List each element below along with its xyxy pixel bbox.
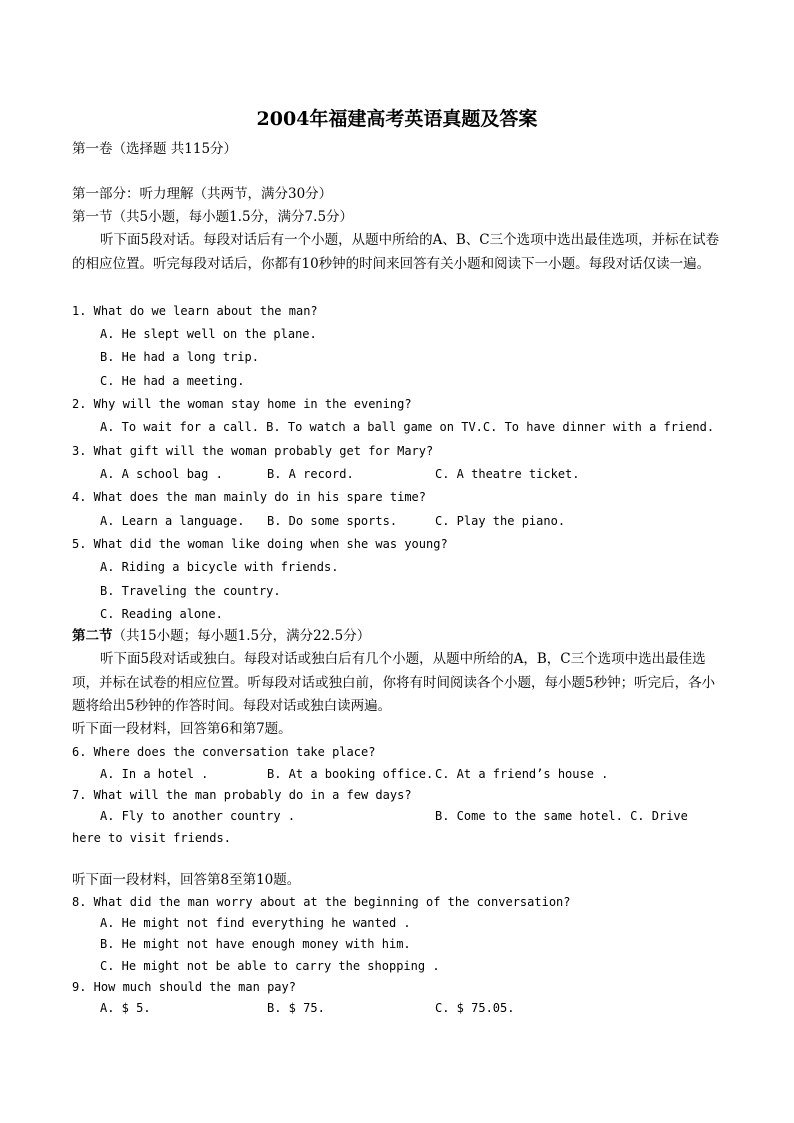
material-6-7: 听下面一段材料，回答第6和第7题。	[72, 721, 292, 737]
q3-option-c: C. A theatre ticket.	[435, 467, 580, 481]
question-2: 2. Why will the woman stay home in the evening?	[72, 397, 412, 411]
q5-option-a: A. Riding a bicycle with friends.	[100, 560, 339, 574]
question-7: 7. What will the man probably do in a few days?	[72, 788, 412, 802]
q8-option-c: C. He might not be able to carry the shopping .	[100, 959, 440, 973]
q1-option-b: B. He had a long trip.	[100, 350, 259, 364]
q9-option-a: A. $ 5.	[100, 1001, 151, 1015]
section1-instructions: 听下面5段对话。每段对话后有一个小题，从题中所给的A、B、C三个选项中选出最佳选项，并标在试卷的相应位置。听完每段对话后，你都有10秒钟的时间来回答有关小题和阅读下一小题。每段对话仅读一遍。	[72, 232, 720, 272]
q9-option-c: C. $ 75.05.	[435, 1001, 515, 1015]
q3-option-b: B. A record.	[267, 467, 354, 481]
section2-heading-label: 第二节	[72, 628, 113, 644]
q3-option-a: A. A school bag .	[100, 467, 223, 481]
volume-heading: 第一卷（选择题 共115分）	[72, 141, 238, 157]
q7-option-bc: B. Come to the same hotel. C. Drive	[435, 809, 688, 823]
q9-option-b: B. $ 75.	[267, 1001, 325, 1015]
question-6: 6. Where does the conversation take place?	[72, 745, 376, 759]
q8-option-a: A. He might not find everything he wanted .	[100, 916, 411, 930]
section2-instructions: 听下面5段对话或独白。每段对话或独白后有几个小题，从题中所给的A，B，C三个选项中选出最佳选项，并标在试卷的相应位置。听每段对话或独白前，你将有时间阅读各个小题，每小题5秒钟；听完后，各小题将给出5秒钟的作答时间。每段对话或独白读两遍。	[72, 651, 716, 714]
section2-heading-detail: （共15小题；每小题1.5分，满分22.5分）	[112, 628, 371, 644]
question-9: 9. How much should the man pay?	[72, 980, 296, 994]
q7-option-c-cont: here to visit friends.	[72, 831, 231, 845]
q1-option-a: A. He slept well on the plane.	[100, 327, 317, 341]
section2-heading	[72, 627, 370, 645]
q4-option-c: C. Play the piano.	[435, 514, 566, 528]
q5-option-b: B. Traveling the country.	[100, 584, 281, 598]
question-5: 5. What did the woman like doing when she was young?	[72, 537, 448, 551]
question-1: 1. What do we learn about the man?	[72, 304, 318, 318]
page-title: 2004年福建高考英语真题及答案	[256, 108, 538, 130]
q6-option-a: A. In a hotel .	[100, 767, 209, 781]
question-8: 8. What did the man worry about at the beginning of the conversation?	[72, 895, 571, 909]
q4-option-a: A. Learn a language.	[100, 514, 245, 528]
part1-heading: 第一部分：听力理解（共两节，满分30分）	[72, 186, 333, 202]
q8-option-b: B. He might not have enough money with him.	[100, 937, 411, 951]
material-8-10: 听下面一段材料，回答第8至第10题。	[72, 872, 301, 888]
q2-options: A. To wait for a call. B. To watch a ball game on TV.C. To have dinner with a friend.	[100, 420, 715, 434]
q7-option-a: A. Fly to another country .	[100, 809, 296, 823]
q6-option-c: C. At a friend’s house .	[435, 767, 609, 781]
q4-option-b: B. Do some sports.	[267, 514, 398, 528]
q1-option-c: C. He had a meeting.	[100, 374, 245, 388]
q5-option-c: C. Reading alone.	[100, 607, 223, 621]
section1-heading: 第一节（共5小题，每小题1.5分，满分7.5分）	[72, 209, 354, 225]
question-3: 3. What gift will the woman probably get for Mary?	[72, 444, 434, 458]
question-4: 4. What does the man mainly do in his spare time?	[72, 490, 427, 504]
q6-option-b: B. At a booking office.	[267, 767, 434, 781]
